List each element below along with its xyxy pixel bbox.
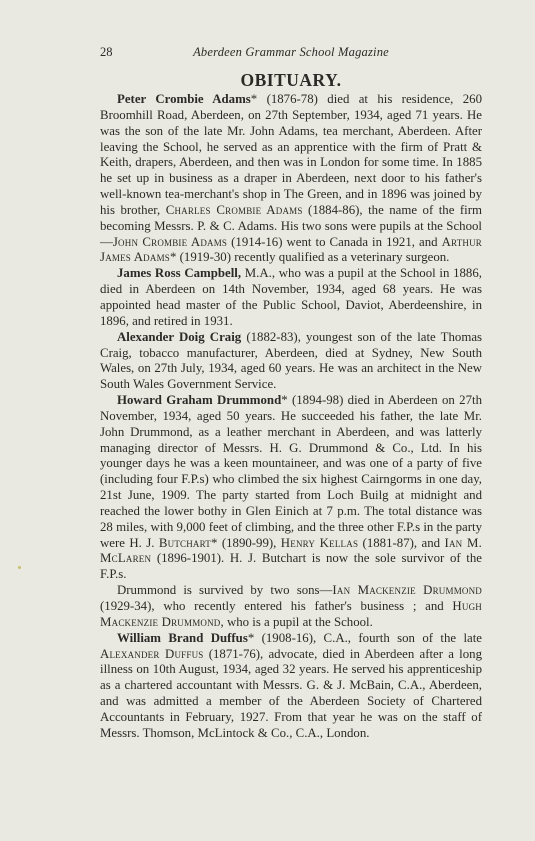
relative-name: Butchart [158,535,211,550]
paper-speck [18,566,21,569]
obituary-entry-adams [100,92,482,266]
relative-name: Arthur James Adams [100,234,482,265]
relative-name: Ian M. McLaren [100,535,482,566]
entry-text: (1914-16) went to Canada in 1921, and [227,234,442,249]
obituary-body [100,92,482,742]
obituary-entry-campbell [100,266,482,329]
entry-text: M.A., who was a pupil at the School in 1886, died in Aberdeen on 14th November, 1934, aged 68 years. He was appointed head master of the Public School, Daviot, Aberdeenshire, in 1896, and retired in 1931. [100,266,482,328]
relative-name: Henry Kellas [280,535,359,550]
magazine-title: Aberdeen Grammar School Magazine [193,45,389,59]
obituary-name: Peter Crombie Adams [117,92,251,106]
running-header [100,44,482,60]
relative-name: John Crombie Adams [112,234,228,249]
entry-text: (1881-87), and [358,535,445,550]
entry-text: Drummond is survived by two sons— [117,583,333,598]
entry-text: * (1919-30) recently qualified as a veterinary surgeon. [170,250,450,265]
relative-name: Alexander Duffus [100,646,204,661]
entry-text: (1896-1901). H. J. Butchart is now the sole survivor of the F.P.s. [100,551,482,582]
entry-text: (1876-78) died at his residence, 260 Broomhill Road, Aberdeen, on 27th September, 1934, aged 71 years. He was the son of the late Mr. John Adams, tea merchant, Aberdeen. After leaving the School, he served as an apprentice with the firm of Pratt & Keith, drapers, Aberdeen, and then was in London for some time. In 1885 he set up in business as a draper in Aberdeen, next door to his father's well-known tea-merchant's shop in The Green, and in 1896 was joined by his brother, [100,92,482,217]
entry-text: (1884-86), the name of the firm becoming Messrs. P. & C. Adams. His two sons were pupils at the School— [100,202,482,249]
page-number: 28 [100,45,113,59]
obituary-name: Howard Graham Drummond [117,393,282,408]
obituary-name: James Ross Campbell, [117,266,242,281]
obituary-name: William Brand Duffus [117,630,248,645]
obituary-entry-drummond-sons [100,583,482,631]
entry-text: (1929-34), who recently entered his father's business ; and [100,599,453,613]
obituary-entry-craig [100,330,482,393]
obituary-entry-duffus [100,631,482,742]
entry-text: * (1894-98) died in Aberdeen on 27th November, 1934, aged 50 years. He succeeded his father, the late Mr. John Drummond, as a leather merchant in Aberdeen, and was latterly managing director of Messrs. H. G. Drummond & Co., Ltd. In his younger days he was a keen mountaineer, and was one of a party of five (including four F.P.s) who climbed the six highest Cairngorms in one day, 21st June, 1909. The party started from Loch Builg at midnight and reached the lower bothy in Glen Einich at 7 p.m. The total distance was 28 miles, with 9,000 feet of climbing, and the three other F.P.s in the party were H. J. [100,393,483,550]
relative-name: Ian Mackenzie Drummond [332,583,482,598]
section-title: OBITUARY. [240,70,342,90]
name-marker: * [250,92,258,106]
relative-name: Hugh Mackenzie Drummond [100,599,482,629]
entry-text: * (1908-16), C.A., fourth son of the late [247,630,482,645]
entry-text: * (1890-99), [211,535,281,550]
obituary-name: Alexander Doig Craig [117,329,242,344]
obituary-entry-drummond [100,393,482,583]
entry-text: (1871-76), advocate, died in Aberdeen after a long illness on 10th August, 1934, aged 32 years. He served his apprenticeship as a chartered accountant with Messrs. G. & J. McBain, C.A., Aberdeen, and was admitted a member of the Aberdeen Society of Chartered Accountants in February, 1927. From that year he was on the staff of Messrs. Thomson, McLintock & Co., C.A., London. [100,646,482,740]
relative-name: Charles Crombie Adams [165,202,303,217]
entry-text: , who is a pupil at the School. [220,614,373,629]
entry-text: (1882-83), youngest son of the late Thomas Craig, tobacco manufacturer, Aberdeen, died at Sydney, New South Wales, on 27th July, 1934, aged 60 years. He was an architect in the New South Wales Government Service. [100,329,483,392]
